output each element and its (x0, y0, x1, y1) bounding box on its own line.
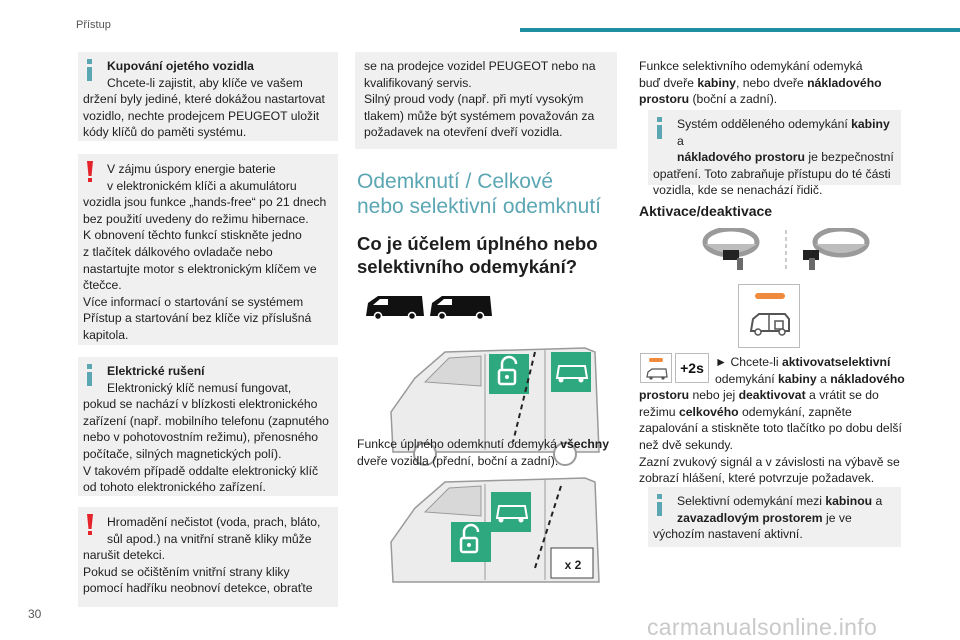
box-text: narušit detekci. (83, 548, 165, 563)
van-short-icon (366, 296, 424, 319)
box-title: Elektrické rušení (107, 364, 205, 378)
activation-heading: Aktivace/deaktivace (639, 203, 773, 219)
info-box-security (648, 110, 901, 198)
van-unlock-icon (749, 311, 791, 337)
left-column (78, 52, 338, 607)
box-text: v elektronickém klíči a akumulátoru (107, 178, 297, 193)
box-text: nákladového prostoru je bezpečnostní (677, 150, 894, 165)
box-text: sůl apod.) na vnitřní straně kliky může (107, 531, 312, 546)
header-accent-bar (520, 28, 960, 32)
van-long-icon (430, 296, 492, 319)
box-text: pomocí hadříku neobnoví detekce, obraťte (83, 581, 313, 596)
info-icon (86, 364, 94, 386)
box-text: z tlačítek dálkového ovladače nebo (83, 244, 273, 259)
right-column (639, 52, 905, 612)
box-text: výchozím nastavení aktivní. (653, 527, 803, 542)
box-text: se na prodejce vozidel PEUGEOT nebo na (364, 59, 596, 73)
box-text: opatření. Toto zabraňuje přístupu do té části (653, 166, 891, 181)
info-icon (86, 59, 94, 81)
box-text: držení byly jediné, které dokážou nastartovat (83, 92, 325, 107)
warning-box-battery (78, 154, 338, 345)
box-text: zařízení (např. mobilního telefonu (zapnutého (83, 413, 329, 428)
box-text: V zájmu úspory energie baterie (107, 162, 276, 176)
box-text: V takovém případě oddalte elektronický klíč (83, 463, 319, 478)
watermark: carmanualsonline.info (647, 614, 878, 640)
warning-icon (86, 514, 94, 536)
warning-icon (86, 161, 94, 183)
van-double-press-illustration (385, 472, 605, 596)
box-text: vozidla, kde se nenachází řidič. (653, 183, 823, 198)
steering-wheel-icons (701, 228, 871, 272)
box-text: nastartujte motor s elektronickým klíčem ve (83, 261, 317, 276)
box-text: Hromadění nečistot (voda, prach, bláto, (107, 515, 321, 529)
double-press-badge: x 2 (564, 558, 582, 572)
box-text: čtečce. (83, 278, 122, 293)
activation-text: ► Chcete-li aktivovatselektivní odemykání kabiny a nákladového prostoru nebo jej deaktivovat a vrátit se do režimu celkového odemykání, zapněte zapalování a stiskněte toto tlačítko po dobu delší než dvě sekundy. Zazní zvukový signál a v závislosti na výbavě se zobrazí hlášení, které potvrzuje požadavek. (639, 355, 905, 486)
box-text: tlakem) může být systémem považován za (364, 108, 595, 123)
warning-box-dirt (78, 507, 338, 607)
box-text: Pokud se očištěním vnitřní strany kliky (83, 564, 290, 579)
continued-box-dirt (355, 52, 617, 149)
box-text: Systém odděleného odemykání kabiny a (677, 117, 890, 148)
box-text: kapitola. (83, 327, 129, 342)
box-text: Chcete-li zajistit, aby klíče ve vašem (107, 75, 303, 90)
info-box-default (648, 487, 901, 547)
info-box-used-vehicle (78, 52, 338, 141)
box-text: nebo v pohotovostním režimu), přenosného (83, 430, 319, 445)
box-text: zavazadlovým prostorem je ve (677, 510, 852, 525)
hold-2s-icon: +2s (675, 353, 709, 383)
box-text: K obnovení těchto funkcí stiskněte jedno (83, 228, 302, 243)
box-title: Kupování ojetého vozidla (107, 59, 254, 73)
box-text: kódy klíčů do paměti systému. (83, 125, 247, 140)
steering-wheel-left-icon (705, 229, 757, 270)
page-number: 30 (28, 607, 42, 621)
box-text: Více informací o startování se systémem (83, 294, 304, 309)
selective-unlock-intro: Funkce selektivního odemykání odemyká buď dveře kabiny, nebo dveře nákladového prostoru (boční a zadní). (639, 59, 882, 107)
box-text: vozidlo, nechte prodejcem PEUGEOT uložit (83, 108, 320, 123)
box-text: požadavek na otevření dveří vozidla. (364, 125, 563, 140)
info-box-interference (78, 357, 338, 496)
section-title: Odemknutí / Celkové nebo selektivní odemknutí (357, 170, 601, 218)
selective-unlock-button-panel[interactable] (738, 284, 800, 348)
box-text: vozidla jsou funkce „hands-free“ po 21 dnech (83, 195, 327, 210)
steering-wheel-right-icon (803, 229, 867, 270)
box-text: počítače, silných magnetických polí). (83, 446, 282, 461)
info-icon (656, 117, 664, 139)
van-icons (364, 293, 494, 319)
middle-column (355, 52, 617, 612)
box-text: Selektivní odemykání mezi kabinou a (677, 494, 883, 508)
section-label: Přístup (76, 19, 111, 31)
box-text: pokud se nachází v blízkosti elektronického (83, 397, 318, 412)
question-heading: Co je účelem úplného nebo selektivního odemykání? (357, 233, 598, 277)
full-unlock-text: Funkce úplného odemknutí odemyká všechny dveře vozidla (přední, boční a zadní). (357, 437, 610, 468)
button-led (755, 293, 785, 299)
box-text: kvalifikovaný servis. (364, 75, 472, 90)
box-text: Elektronický klíč nemusí fungovat, (107, 380, 292, 395)
info-icon (656, 494, 664, 516)
box-text: Přístup a startování bez klíče viz příslušná (83, 311, 312, 326)
box-text: bez použití uvedeny do režimu hibernace. (83, 211, 309, 226)
box-text: od tohoto elektronického zařízení. (83, 480, 266, 495)
box-text: Silný proud vody (např. při mytí vysokým (364, 92, 584, 107)
